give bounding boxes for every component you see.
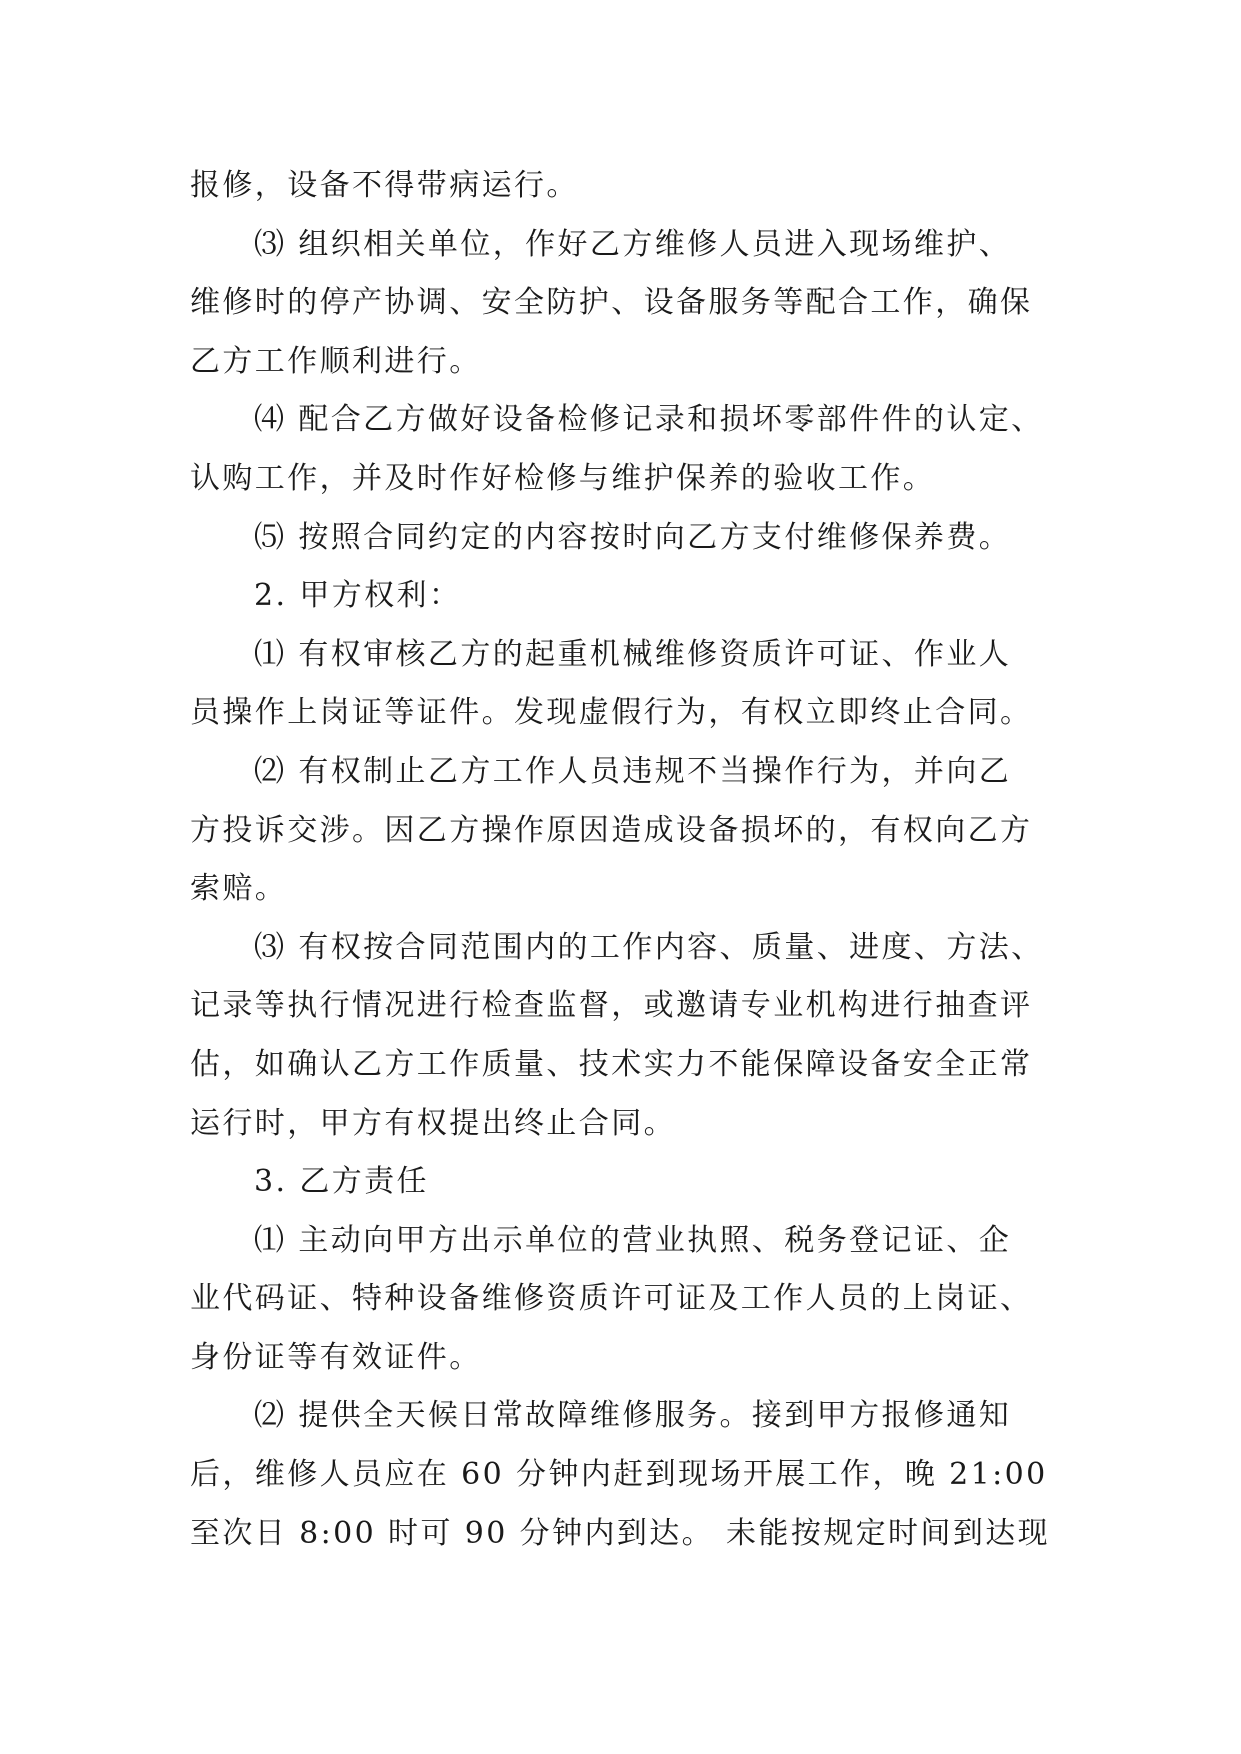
document-body — [190, 157, 1070, 1563]
paragraph-first-line: ⑸ 按照合同约定的内容按时向乙方支付维修保养费。 — [254, 519, 1012, 555]
paragraph-line: 后，维修人员应在 60 分钟内赶到现场开展工作，晚 21:00 — [190, 1457, 1048, 1493]
paragraph-line: 运行时，甲方有权提出终止合同。 — [190, 1105, 676, 1141]
paragraph-line: 业代码证、特种设备维修资质许可证及工作人员的上岗证、 — [190, 1281, 1033, 1317]
paragraph-line: 乙方工作顺利进行。 — [190, 343, 482, 379]
paragraph-first-line: ⑶ 组织相关单位，作好乙方维修人员进入现场维护、 — [254, 226, 1012, 262]
paragraph-line: 至次日 8:00 时可 90 分钟内到达。 未能按规定时间到达现 — [190, 1515, 1051, 1551]
paragraph-line: 认购工作，并及时作好检修与维护保养的验收工作。 — [190, 460, 936, 496]
paragraph-line: 记录等执行情况进行检查监督，或邀请专业机构进行抽查评 — [190, 988, 1033, 1024]
paragraph-first-line: ⑷ 配合乙方做好设备检修记录和损坏零部件件的认定、 — [254, 402, 1044, 438]
paragraph-first-line: ⑴ 主动向甲方出示单位的营业执照、税务登记证、企 — [254, 1222, 1012, 1258]
paragraph-first-line: 2. 甲方权利： — [254, 578, 462, 614]
paragraph-first-line: ⑵ 有权制止乙方工作人员违规不当操作行为，并向乙 — [254, 753, 1012, 789]
paragraph-line: 索赔。 — [190, 871, 288, 907]
paragraph-line: 身份证等有效证件。 — [190, 1339, 482, 1375]
paragraph-first-line: ⑴ 有权审核乙方的起重机械维修资质许可证、作业人 — [254, 636, 1012, 672]
paragraph-line: 方投诉交涉。因乙方操作原因造成设备损坏的，有权向乙方 — [190, 812, 1033, 848]
paragraph-first-line: 3. 乙方责任 — [254, 1164, 429, 1200]
paragraph-first-line: ⑶ 有权按合同范围内的工作内容、质量、进度、方法、 — [254, 929, 1044, 965]
paragraph-line: 员操作上岗证等证件。发现虚假行为，有权立即终止合同。 — [190, 695, 1033, 731]
paragraph-first-line: ⑵ 提供全天候日常故障维修服务。接到甲方报修通知 — [254, 1398, 1012, 1434]
paragraph-line: 报修，设备不得带病运行。 — [190, 168, 579, 203]
paragraph-line: 估，如确认乙方工作质量、技术实力不能保障设备安全正常 — [190, 1046, 1033, 1082]
paragraph-line: 维修时的停产协调、安全防护、设备服务等配合工作，确保 — [190, 285, 1033, 321]
